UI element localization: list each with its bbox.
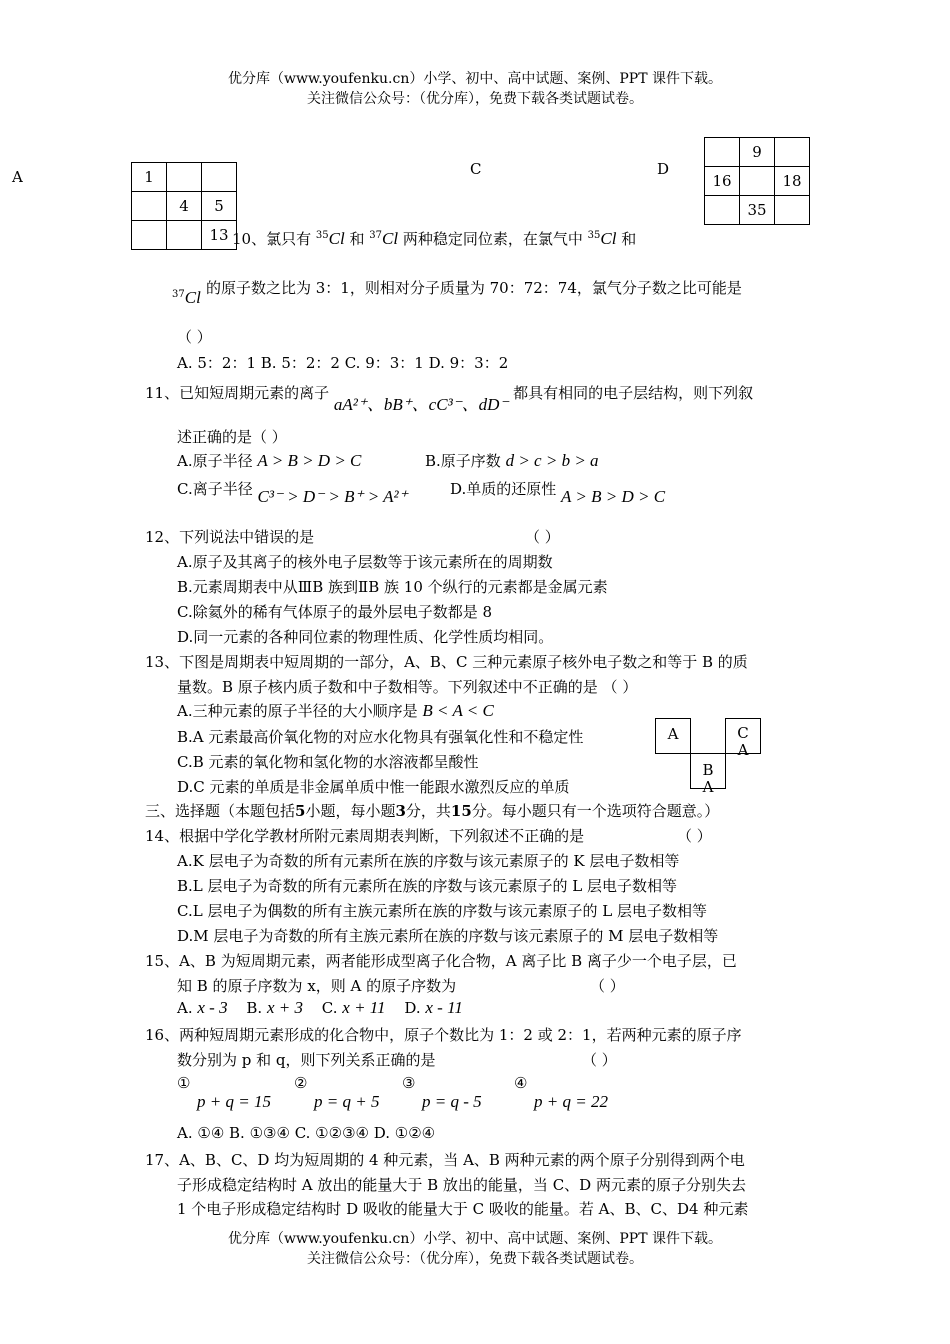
q16-relation-4 [514,1074,608,1112]
q16-options: A. ①④ B. ①③④ C. ①②③④ D. ①②④ [177,1124,436,1142]
q13-stem-line1: 13、下图是周期表中短周期的一部分，A、B、C 三种元素原子核外电子数之和等于 B 的质 [145,653,748,671]
q14-stem: 14、根据中学化学教材所附元素周期表判断，下列叙述不正确的是 [145,827,585,845]
box-overlap-label: A [737,741,749,759]
q10-text: 两种稳定同位素，在氯气中 [402,230,583,248]
q12-option-a: A.原子及其离子的核外电子层数等于该元素所在的周期数 [177,553,553,571]
option-math: x - 11 [425,998,463,1017]
option-math: x + 3 [266,998,303,1017]
section-points: 3 [395,802,406,820]
footer-line-1: 优分库（www.youfenku.cn）小学、初中、高中试题、案例、PPT 课件下载。 [227,1231,722,1247]
isotope-symbol: Cl [328,229,345,248]
q17-line2: 子形成稳定结构时 A 放出的能量大于 B 放出的能量，当 C、D 两元素的原子分别失去 [177,1176,746,1194]
isotope-mass: 37 [172,289,185,300]
q16-relation-1 [177,1074,271,1112]
q14-option-a: A.K 层电子为奇数的所有元素所在族的序数与该元素原子的 K 层电子数相等 [177,852,680,870]
grid-cell [705,196,740,225]
q17-line3: 1 个电子形成稳定结构时 D 吸收的能量大于 C 吸收的能量。若 A、B、C、D4 种元素 [177,1200,749,1218]
q12-option-b: B.元素周期表中从ⅢB 族到ⅡB 族 10 个纵行的元素都是金属元素 [177,578,608,596]
grid-cell: 9 [740,138,775,167]
circled-number: ③ [402,1074,416,1092]
footer-line-2: 关注微信公众号：（优分库），免费下载各类试题试卷。 [307,1251,643,1267]
isotope-symbol: Cl [381,229,399,248]
option-math: B < A < C [422,701,494,720]
circled-number: ① [177,1074,191,1092]
q11-stem-line1 [145,378,754,414]
section-count: 5 [295,802,306,820]
box-overlap-label: A [702,778,714,796]
section-text: 分，共 [405,802,451,820]
grid-cell: 35 [740,196,775,225]
q14-answer-bracket: （ ） [677,827,712,845]
grid-cell [775,138,810,167]
option-math: A > B > D > C [561,487,666,506]
option-math: x + 11 [342,998,386,1017]
q16-stem-line2: 数分别为 p 和 q，则下列关系正确的是 [177,1051,436,1069]
section-text: 三、选择题（本题包括 [145,802,296,820]
grid-cell [167,163,202,192]
q15-options [177,998,463,1018]
circled-number: ④ [514,1074,528,1092]
option-a-label: A [12,168,23,186]
q11-text: 都具有相同的电子层结构，则下列叙 [513,384,754,402]
q13-option-a [177,700,494,721]
option-label: A. [177,999,193,1017]
header-line-2: 关注微信公众号：（优分库），免费下载各类试题试卷。 [307,91,643,107]
option-math: d > c > b > a [505,451,599,470]
grid-cell [132,192,167,221]
q10-isotope-37 [172,288,201,308]
q11-stem-line2: 述正确的是（ ） [177,428,287,446]
q11-option-b [425,450,599,471]
relation-math: p + q = 22 [534,1092,608,1111]
q12-option-c: C.除氦外的稀有气体原子的最外层电子数都是 8 [177,603,493,621]
option-d-label: D [657,160,670,178]
isotope-mass: 37 [369,230,382,241]
grid-cell: 13 [202,221,237,250]
q13-option-d: D.C 元素的单质是非金属单质中惟一能跟水激烈反应的单质 [177,778,570,796]
periodic-box-a [655,718,691,754]
q12-option-d: D.同一元素的各种同位素的物理性质、化学性质均相同。 [177,628,554,646]
isotope-symbol: Cl [184,288,201,307]
box-label: C [737,724,749,742]
q12-answer-bracket: （ ） [525,528,560,546]
option-math: x - 3 [197,998,228,1017]
q14-option-d: D.M 层电子为奇数的所有主族元素所在族的序数与该元素原子的 M 层电子数相等 [177,927,719,945]
q17-line1: 17、A、B、C、D 均为短周期的 4 种元素，当 A、B 两种元素的两个原子分别得到两个电 [145,1151,745,1169]
q15-answer-bracket: （ ） [590,977,625,995]
grid-cell: 4 [167,192,202,221]
q16-relation-3 [402,1074,482,1112]
q10-text: 10、氯只有 [232,230,312,248]
header-line-1: 优分库（www.youfenku.cn）小学、初中、高中试题、案例、PPT 课件下载。 [227,71,722,87]
q16-relation-2 [294,1074,379,1112]
grid-cell [705,138,740,167]
section-text: 分。每小题只有一个选项符合题意。） [471,802,720,820]
grid-cell: 18 [775,167,810,196]
isotope-mass: 35 [315,230,329,241]
option-label: A.原子半径 [177,452,253,470]
q15-stem-line2: 知 B 的原子序数为 x，则 A 的原子序数为 [177,977,457,995]
q10-and: 和 [621,230,637,248]
box-label: B [702,761,714,779]
relation-math: p = q - 5 [422,1092,482,1111]
q11-ions: aA²⁺、bB⁺、cC³⁻、dD⁻ [333,395,509,414]
grid-cell [202,163,237,192]
q16-stem-line1: 16、两种短周期元素形成的化合物中，原子个数比为 1：2 或 2：1，若两种元素的原子序 [145,1026,742,1044]
grid-cell [740,167,775,196]
box-label: A [667,725,679,743]
grid-cell: 16 [705,167,740,196]
q11-option-c [177,478,408,506]
q14-option-b: B.L 层电子为奇数的所有元素所在族的序数与该元素原子的 L 层电子数相等 [177,877,678,895]
periodic-grid-d [704,137,810,225]
periodic-box-b [690,753,726,796]
q13-option-b: B.A 元素最高价氧化物的对应水化物具有强氧化性和不稳定性 [177,728,584,746]
option-text: A.三种元素的原子半径的大小顺序是 [177,702,418,720]
q10-stem-line1 [232,228,636,249]
option-label: D. [404,999,421,1017]
q11-option-d [450,478,666,506]
option-c-label: C [470,160,482,178]
option-label: B. [246,999,263,1017]
isotope-mass: 35 [587,230,601,241]
relation-math: p + q = 15 [197,1092,271,1111]
q13-stem-line2: 量数。B 原子核内质子数和中子数相等。下列叙述中不正确的是 （ ） [177,678,638,696]
grid-cell [132,221,167,250]
grid-cell [775,196,810,225]
periodic-box-c [725,718,761,759]
q14-option-c: C.L 层电子为偶数的所有主族元素所在族的序数与该元素原子的 L 层电子数相等 [177,902,707,920]
section-total: 15 [450,802,472,820]
q13-option-c: C.B 元素的氧化物和氢化物的水溶液都呈酸性 [177,753,479,771]
grid-cell: 5 [202,192,237,221]
q10-and: 和 [349,230,365,248]
option-label: C. [321,999,338,1017]
option-math: A > B > D > C [257,451,362,470]
q10-stem-line2: 的原子数之比为 3：1，则相对分子质量为 70：72：74，氯气分子数之比可能是 [206,279,742,297]
section-text: 小题，每小题 [305,802,396,820]
grid-cell: 1 [132,163,167,192]
q11-option-a [177,450,361,471]
option-label: B.原子序数 [425,452,501,470]
relation-math: p = q + 5 [314,1092,380,1111]
q11-text: 11、已知短周期元素的离子 [145,384,330,402]
q12-stem: 12、下列说法中错误的是 [145,528,315,546]
periodic-grid-a [131,162,237,250]
section-heading [145,800,719,821]
option-label: D.单质的还原性 [450,480,557,498]
option-math: C³⁻ > D⁻ > B⁺ > A²⁺ [257,487,408,506]
option-label: C.离子半径 [177,480,253,498]
q15-stem-line1: 15、A、B 为短周期元素，两者能形成型离子化合物，A 离子比 B 离子少一个电子层，已 [145,952,737,970]
grid-cell [167,221,202,250]
isotope-symbol: Cl [600,229,617,248]
q10-options: A. 5：2：1 B. 5：2：2 C. 9：3：1 D. 9：3：2 [177,354,509,372]
q10-answer-bracket: （ ） [177,328,212,346]
circled-number: ② [294,1074,308,1092]
q16-answer-bracket: （ ） [582,1051,617,1069]
